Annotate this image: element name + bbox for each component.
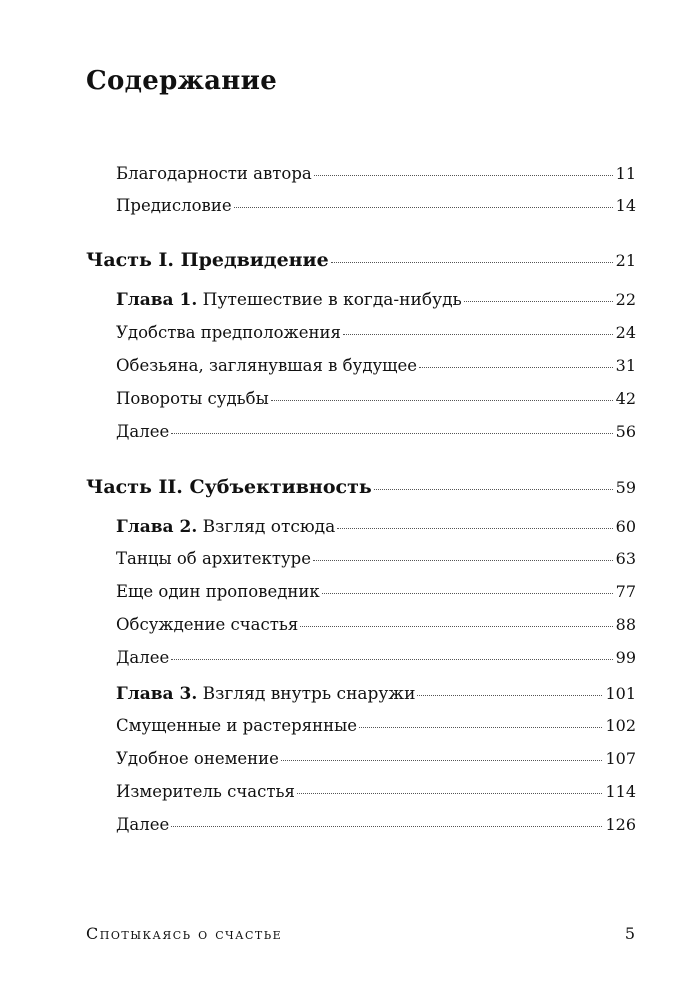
toc-chapter-label: Глава 2. — [116, 517, 198, 537]
toc-entry-title: Далее — [116, 648, 170, 667]
toc-page-number: 77 — [615, 582, 636, 601]
dot-leader — [171, 825, 602, 827]
toc-page-number: 21 — [615, 251, 636, 270]
dot-leader — [171, 432, 612, 434]
footer-book-title: Спотыкаясь о счастье — [86, 924, 283, 943]
toc-entry-title: Обезьяна, заглянувшая в будущее — [116, 356, 418, 375]
toc-entry[interactable] — [116, 389, 636, 415]
toc-entry[interactable] — [116, 749, 636, 775]
toc-page-number: 101 — [605, 684, 636, 703]
toc-page-number: 31 — [615, 356, 636, 375]
toc-part-title: Часть II. Субъективность — [86, 476, 372, 498]
toc-entry-title: Танцы об архитектуре — [116, 549, 312, 568]
page-title: Содержание — [86, 66, 278, 96]
toc-page-number: 126 — [605, 815, 636, 834]
toc-entry[interactable] — [116, 356, 636, 382]
toc-page-number: 107 — [605, 749, 636, 768]
toc-chapter-3[interactable] — [116, 684, 636, 710]
footer-page-number: 5 — [624, 924, 635, 943]
dot-leader — [419, 366, 613, 368]
toc-entry[interactable] — [116, 615, 636, 641]
toc-entry-title: Еще один проповедник — [116, 582, 320, 601]
toc-page-number: 11 — [615, 164, 636, 183]
toc-entry-title: Благодарности автора — [116, 164, 312, 183]
toc-page-number: 22 — [615, 290, 636, 309]
toc-entry[interactable] — [116, 815, 636, 841]
toc-entry[interactable] — [116, 164, 636, 190]
toc-entry-title: Удобства предположения — [116, 323, 341, 342]
toc-entry[interactable] — [116, 422, 636, 448]
dot-leader — [297, 792, 603, 794]
toc-entry-title: Далее — [116, 815, 170, 834]
toc-page-number: 56 — [615, 422, 636, 441]
toc-entry-title: Удобное онемение — [116, 749, 279, 768]
toc-entry-title: Измеритель счастья — [116, 782, 295, 801]
toc-page-number: 14 — [615, 196, 636, 215]
toc-page-number: 42 — [615, 389, 636, 408]
dot-leader — [464, 300, 613, 302]
toc-entry[interactable] — [116, 648, 636, 674]
toc-chapter-2[interactable] — [116, 517, 636, 543]
dot-leader — [337, 527, 612, 529]
toc-chapter-title: Путешествие в когда-нибудь — [202, 290, 462, 310]
toc-chapter-label: Глава 1. — [116, 290, 198, 310]
dot-leader — [314, 174, 613, 176]
toc-chapter-title: Взгляд отсюда — [202, 517, 336, 537]
toc-entry[interactable] — [116, 549, 636, 575]
dot-leader — [417, 694, 602, 696]
dot-leader — [331, 261, 613, 263]
toc-entry[interactable] — [116, 323, 636, 349]
toc-entry-title: Предисловие — [116, 196, 232, 215]
toc-page-number: 60 — [615, 517, 636, 536]
toc-entry[interactable] — [116, 196, 636, 222]
toc-entry-title: Повороты судьбы — [116, 389, 269, 408]
toc-entry-title: Смущенные и растерянные — [116, 716, 358, 735]
dot-leader — [359, 726, 602, 728]
toc-entry[interactable] — [116, 582, 636, 608]
toc-page-number: 114 — [605, 782, 636, 801]
toc-entry[interactable] — [116, 716, 636, 742]
toc-page-number: 102 — [605, 716, 636, 735]
toc-part-title: Часть I. Предвидение — [86, 249, 329, 271]
toc-page-number: 24 — [615, 323, 636, 342]
dot-leader — [234, 206, 613, 208]
toc-entry[interactable] — [116, 782, 636, 808]
toc-chapter-title: Взгляд внутрь снаружи — [202, 684, 416, 704]
toc-chapter-1[interactable] — [116, 290, 636, 316]
toc-page-number: 88 — [615, 615, 636, 634]
dot-leader — [171, 658, 612, 660]
toc-page-number: 59 — [615, 478, 636, 497]
toc-entry-title: Далее — [116, 422, 170, 441]
dot-leader — [343, 333, 613, 335]
toc-entry-title: Обсуждение счастья — [116, 615, 299, 634]
dot-leader — [300, 625, 612, 627]
dot-leader — [313, 559, 613, 561]
dot-leader — [281, 759, 603, 761]
toc-page-number: 63 — [615, 549, 636, 568]
toc-page-number: 99 — [615, 648, 636, 667]
dot-leader — [271, 399, 613, 401]
toc-part-1[interactable] — [86, 249, 636, 275]
dot-leader — [374, 488, 613, 490]
dot-leader — [322, 592, 613, 594]
toc-chapter-label: Глава 3. — [116, 684, 198, 704]
toc-part-2[interactable] — [86, 476, 636, 502]
